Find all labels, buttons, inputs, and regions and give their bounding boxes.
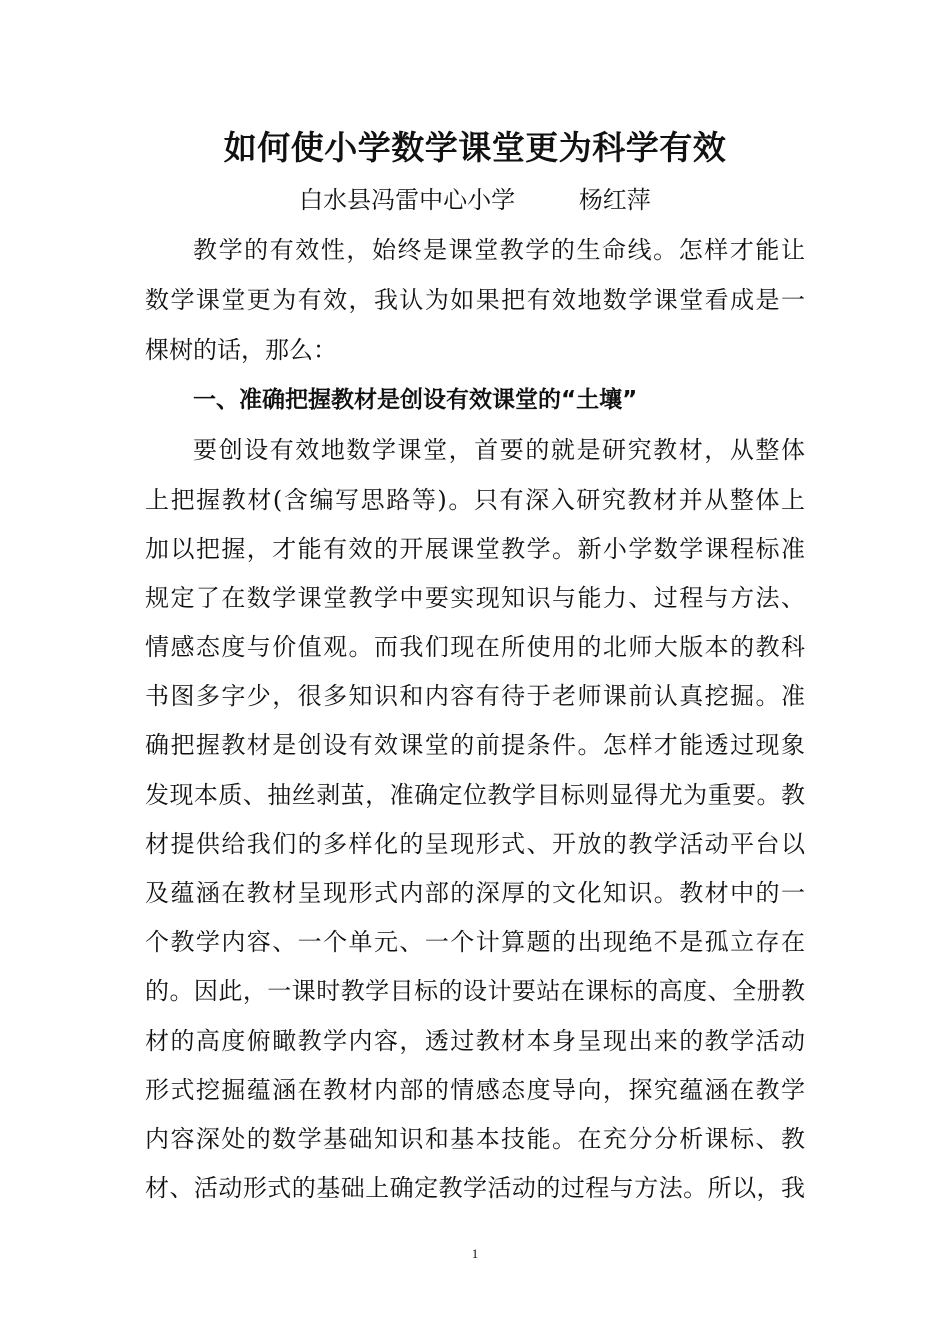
page-number: 1 [471,1246,479,1261]
body-line: 书图多字少，很多知识和内容有待于老师课前认真挖掘。准 [145,682,805,710]
author-name: 杨红萍 [578,186,651,214]
section-heading: 一、准确把握教材是创设有效课堂的“土壤” [193,387,638,413]
body-line: 情感态度与价值观。而我们现在所使用的北师大版本的教科 [145,633,805,661]
body-line: 发现本质、抽丝剥茧，准确定位教学目标则显得尤为重要。教 [145,781,805,809]
school-name: 白水县冯雷中心小学 [299,186,516,214]
body-line: 及蕴涵在教材呈现形式内部的深厚的文化知识。教材中的一 [145,879,805,907]
body-line: 形式挖掘蕴涵在教材内部的情感态度导向，探究蕴涵在教学 [145,1076,805,1104]
body-line: 内容深处的数学基础知识和基本技能。在充分分析课标、教 [145,1125,805,1153]
document-title: 如何使小学数学课堂更为科学有效 [223,128,727,167]
body-line: 确把握教材是创设有效课堂的前提条件。怎样才能透过现象 [145,731,805,759]
intro-line: 教学的有效性，始终是课堂教学的生命线。怎样才能让 [193,236,805,264]
intro-line: 数学课堂更为有效，我认为如果把有效地数学课堂看成是一 [145,286,805,314]
body-line: 材、活动形式的基础上确定教学活动的过程与方法。所以，我 [145,1174,805,1202]
body-line: 加以把握，才能有效的开展课堂教学。新小学数学课程标准 [145,535,805,563]
body-line: 材的高度俯瞰教学内容，透过教材本身呈现出来的教学活动 [145,1027,805,1055]
body-line: 要创设有效地数学课堂，首要的就是研究教材，从整体 [193,436,805,464]
body-line: 个教学内容、一个单元、一个计算题的出现绝不是孤立存在 [145,928,805,956]
body-line: 的。因此，一课时教学目标的设计要站在课标的高度、全册教 [145,977,805,1005]
intro-line: 棵树的话，那么： [145,336,337,364]
body-line: 上把握教材(含编写思路等)。只有深入研究教材并从整体上 [145,486,805,514]
body-line: 规定了在数学课堂教学中要实现知识与能力、过程与方法、 [145,584,805,612]
body-line: 材提供给我们的多样化的呈现形式、开放的教学活动平台以 [145,830,805,858]
author-byline [145,180,805,220]
